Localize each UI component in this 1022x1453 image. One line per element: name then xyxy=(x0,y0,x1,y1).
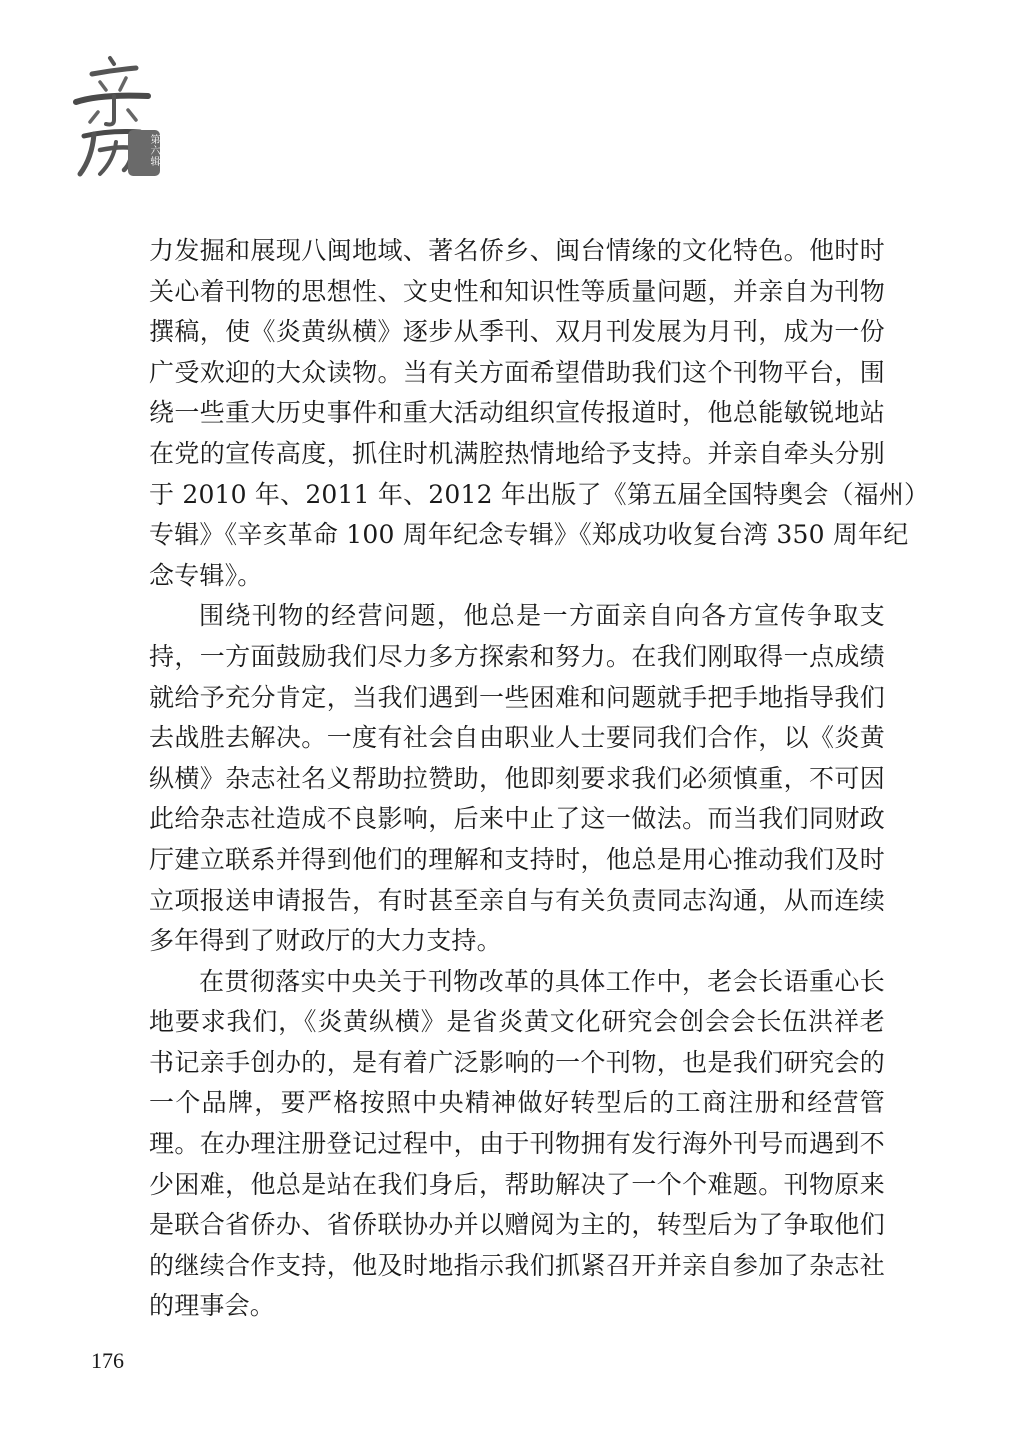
paragraph-1 xyxy=(149,231,930,596)
text-line: 书记亲手创办的，是有着广泛影响的一个刊物，也是我们研究会的 xyxy=(149,1047,885,1077)
text-line: 撰稿，使《炎黄纵横》逐步从季刊、双月刊发展为月刊，成为一份 xyxy=(149,317,885,347)
text-line: 是联合省侨办、省侨联协办并以赠阅为主的，转型后为了争取他们 xyxy=(149,1210,885,1240)
book-series-logo xyxy=(70,50,162,182)
text-line: 的继续合作支持，他及时地指示我们抓紧召开并亲自参加了杂志社 xyxy=(149,1250,885,1280)
article-body xyxy=(149,231,930,1327)
text-line: 的理事会。 xyxy=(149,1291,276,1321)
text-line: 少困难，他总是站在我们身后，帮助解决了一个个难题。刊物原来 xyxy=(149,1169,885,1199)
logo-issue-label: 第六辑 xyxy=(148,134,159,167)
text-line: 在贯彻落实中央关于刊物改革的具体工作中，老会长语重心长 xyxy=(199,966,885,996)
text-line: 立项报送申请报告，有时甚至亲自与有关负责同志沟通，从而连续 xyxy=(149,885,885,915)
text-line: 在党的宣传高度，抓住时机满腔热情地给予支持。并亲自牵头分别 xyxy=(149,438,885,468)
paragraph-2 xyxy=(149,596,885,961)
text-line: 就给予充分肯定，当我们遇到一些困难和问题就手把手地指导我们 xyxy=(149,682,885,712)
text-line: 持，一方面鼓励我们尽力多方探索和努力。在我们刚取得一点成绩 xyxy=(149,641,885,671)
text-line: 去战胜去解决。一度有社会自由职业人士要同我们合作，以《炎黄 xyxy=(149,723,885,753)
text-line: 此给杂志社造成不良影响，后来中止了这一做法。而当我们同财政 xyxy=(149,804,885,834)
text-line: 于 2010 年、2011 年、2012 年出版了《第五届全国特奥会（福州） xyxy=(149,479,930,509)
text-line: 绕一些重大历史事件和重大活动组织宣传报道时，他总能敏锐地站 xyxy=(149,398,885,428)
page-number: 176 xyxy=(91,1348,124,1373)
paragraph-3 xyxy=(149,962,885,1327)
text-line: 厅建立联系并得到他们的理解和支持时，他总是用心推动我们及时 xyxy=(149,844,885,874)
text-line: 一个品牌，要严格按照中央精神做好转型后的工商注册和经营管 xyxy=(149,1088,885,1118)
text-line: 理。在办理注册登记过程中，由于刊物拥有发行海外刊号而遇到不 xyxy=(149,1129,885,1159)
text-line: 关心着刊物的思想性、文史性和知识性等质量问题，并亲自为刊物 xyxy=(149,276,885,306)
text-line: 念专辑》。 xyxy=(149,560,263,590)
text-line: 地要求我们，《炎黄纵横》是省炎黄文化研究会创会会长伍洪祥老 xyxy=(149,1007,885,1037)
text-line: 专辑》《辛亥革命 100 周年纪念专辑》《郑成功收复台湾 350 周年纪 xyxy=(149,520,909,550)
text-line: 力发掘和展现八闽地域、著名侨乡、闽台情缘的文化特色。他时时 xyxy=(149,236,885,265)
text-line: 纵横》杂志社名义帮助拉赞助，他即刻要求我们必须慎重，不可因 xyxy=(149,763,885,793)
text-line: 围绕刊物的经营问题，他总是一方面亲自向各方宣传争取支 xyxy=(199,601,885,631)
text-line: 多年得到了财政厅的大力支持。 xyxy=(149,926,502,956)
text-line: 广受欢迎的大众读物。当有关方面希望借助我们这个刊物平台，围 xyxy=(149,357,885,387)
